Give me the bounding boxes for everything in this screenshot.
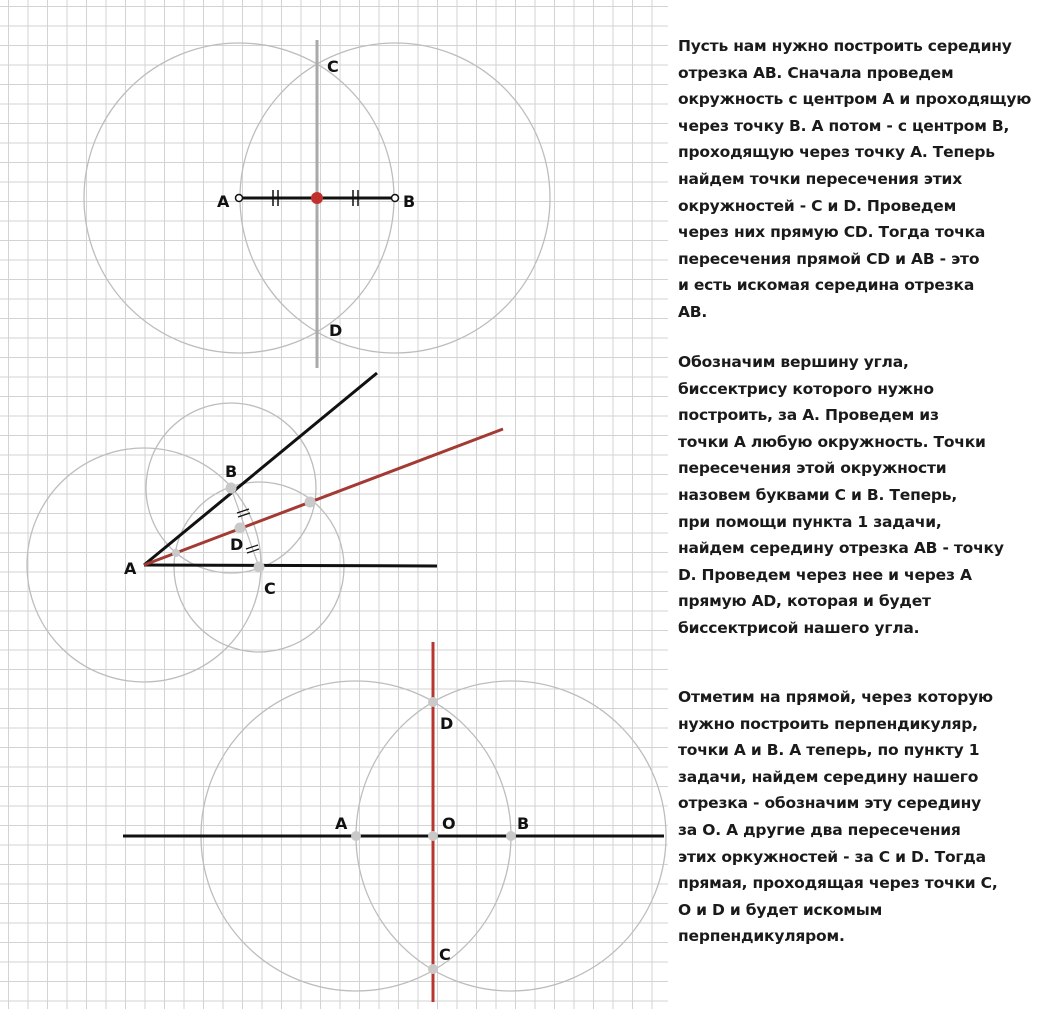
- text-line: окружностей - С и D. Проведем: [678, 196, 957, 215]
- text-line: Обозначим вершину угла,: [678, 353, 909, 371]
- text-line: через них прямую CD. Тогда точка: [678, 223, 986, 242]
- ray-upper: [144, 373, 377, 565]
- text-line: пересечения прямой CD и АВ - это: [678, 249, 980, 268]
- point-b: [506, 831, 516, 841]
- text-line: биссектрису которого нужно: [678, 379, 934, 398]
- label-b: B: [403, 192, 416, 211]
- label-c: C: [264, 579, 276, 598]
- text-line: перпендикуляром.: [678, 927, 845, 946]
- ray-lower: [144, 565, 437, 566]
- text-line: этих оркужностей - за С и D. Тогда: [678, 847, 986, 866]
- text-line: при помощи пункта 1 задачи,: [678, 512, 942, 531]
- point-arc: [172, 549, 180, 557]
- point-c: [428, 964, 438, 974]
- label-b: B: [225, 462, 238, 481]
- label-a: A: [217, 192, 230, 211]
- text-line: D. Проведем через нее и через А: [678, 565, 972, 584]
- text-line: назовем буквами С и В. Теперь,: [678, 485, 958, 504]
- text-line: найдем середину отрезка АВ - точку: [678, 539, 1004, 558]
- text-line: построить, за А. Проведем из: [678, 406, 939, 425]
- label-a: A: [335, 814, 348, 833]
- text-line: окружность с центром А и проходящую: [678, 90, 1032, 109]
- label-d: D: [329, 321, 343, 340]
- label-c: C: [327, 57, 339, 76]
- text-line: прямую AD, которая и будет: [678, 592, 931, 611]
- text-line: О и D и будет искомым: [678, 900, 883, 919]
- point-a: [351, 831, 361, 841]
- text-line: через точку В. А потом - с центром В,: [678, 116, 1010, 135]
- text-line: Отметим на прямой, через которую: [678, 688, 993, 706]
- point-b: [392, 195, 399, 202]
- point-c: [254, 562, 265, 573]
- text-line: задачи, найдем середину нашего: [678, 767, 979, 786]
- text-line: Пусть нам нужно построить середину: [678, 37, 1012, 55]
- figure-midpoint-construction: [84, 40, 550, 368]
- point-intersection: [305, 497, 316, 508]
- figure-angle-bisector: [27, 373, 503, 682]
- text-line: отрезка - обозначим эту середину: [678, 794, 982, 813]
- paragraph-midpoint: [678, 33, 1054, 326]
- text-line: биссектрисой нашего угла.: [678, 618, 920, 637]
- point-a: [236, 195, 243, 202]
- label-d: D: [440, 714, 454, 733]
- text-line: прямая, проходящая через точки С,: [678, 874, 998, 893]
- label-b: B: [517, 814, 530, 833]
- paragraph-perpendicular: [678, 684, 1054, 950]
- text-line: точки А любую окружность. Точки: [678, 432, 986, 451]
- paragraph-bisector: [678, 349, 1054, 642]
- text-line: точки А и В. А теперь, по пункту 1: [678, 741, 980, 760]
- text-line: и есть искомая середина отрезка: [678, 276, 975, 295]
- text-line: найдем точки пересечения этих: [678, 169, 963, 188]
- text-line: АВ.: [678, 302, 708, 321]
- label-c: C: [439, 945, 451, 964]
- label-o: O: [442, 814, 456, 833]
- point-b: [226, 483, 237, 494]
- text-line: отрезка АВ. Сначала проведем: [678, 63, 954, 82]
- figure-perpendicular: [123, 642, 666, 1002]
- text-line: пересечения этой окружности: [678, 459, 947, 478]
- text-line: проходящую через точку А. Теперь: [678, 143, 995, 162]
- bisector-ad: [144, 429, 503, 565]
- point-d: [235, 523, 246, 534]
- label-d: D: [230, 535, 244, 554]
- text-line: нужно построить перпендикуляр,: [678, 714, 978, 733]
- text-line: за О. А другие два пересечения: [678, 820, 961, 839]
- label-a: A: [124, 559, 137, 578]
- point-o: [428, 831, 438, 841]
- midpoint: [311, 192, 323, 204]
- point-d: [428, 697, 438, 707]
